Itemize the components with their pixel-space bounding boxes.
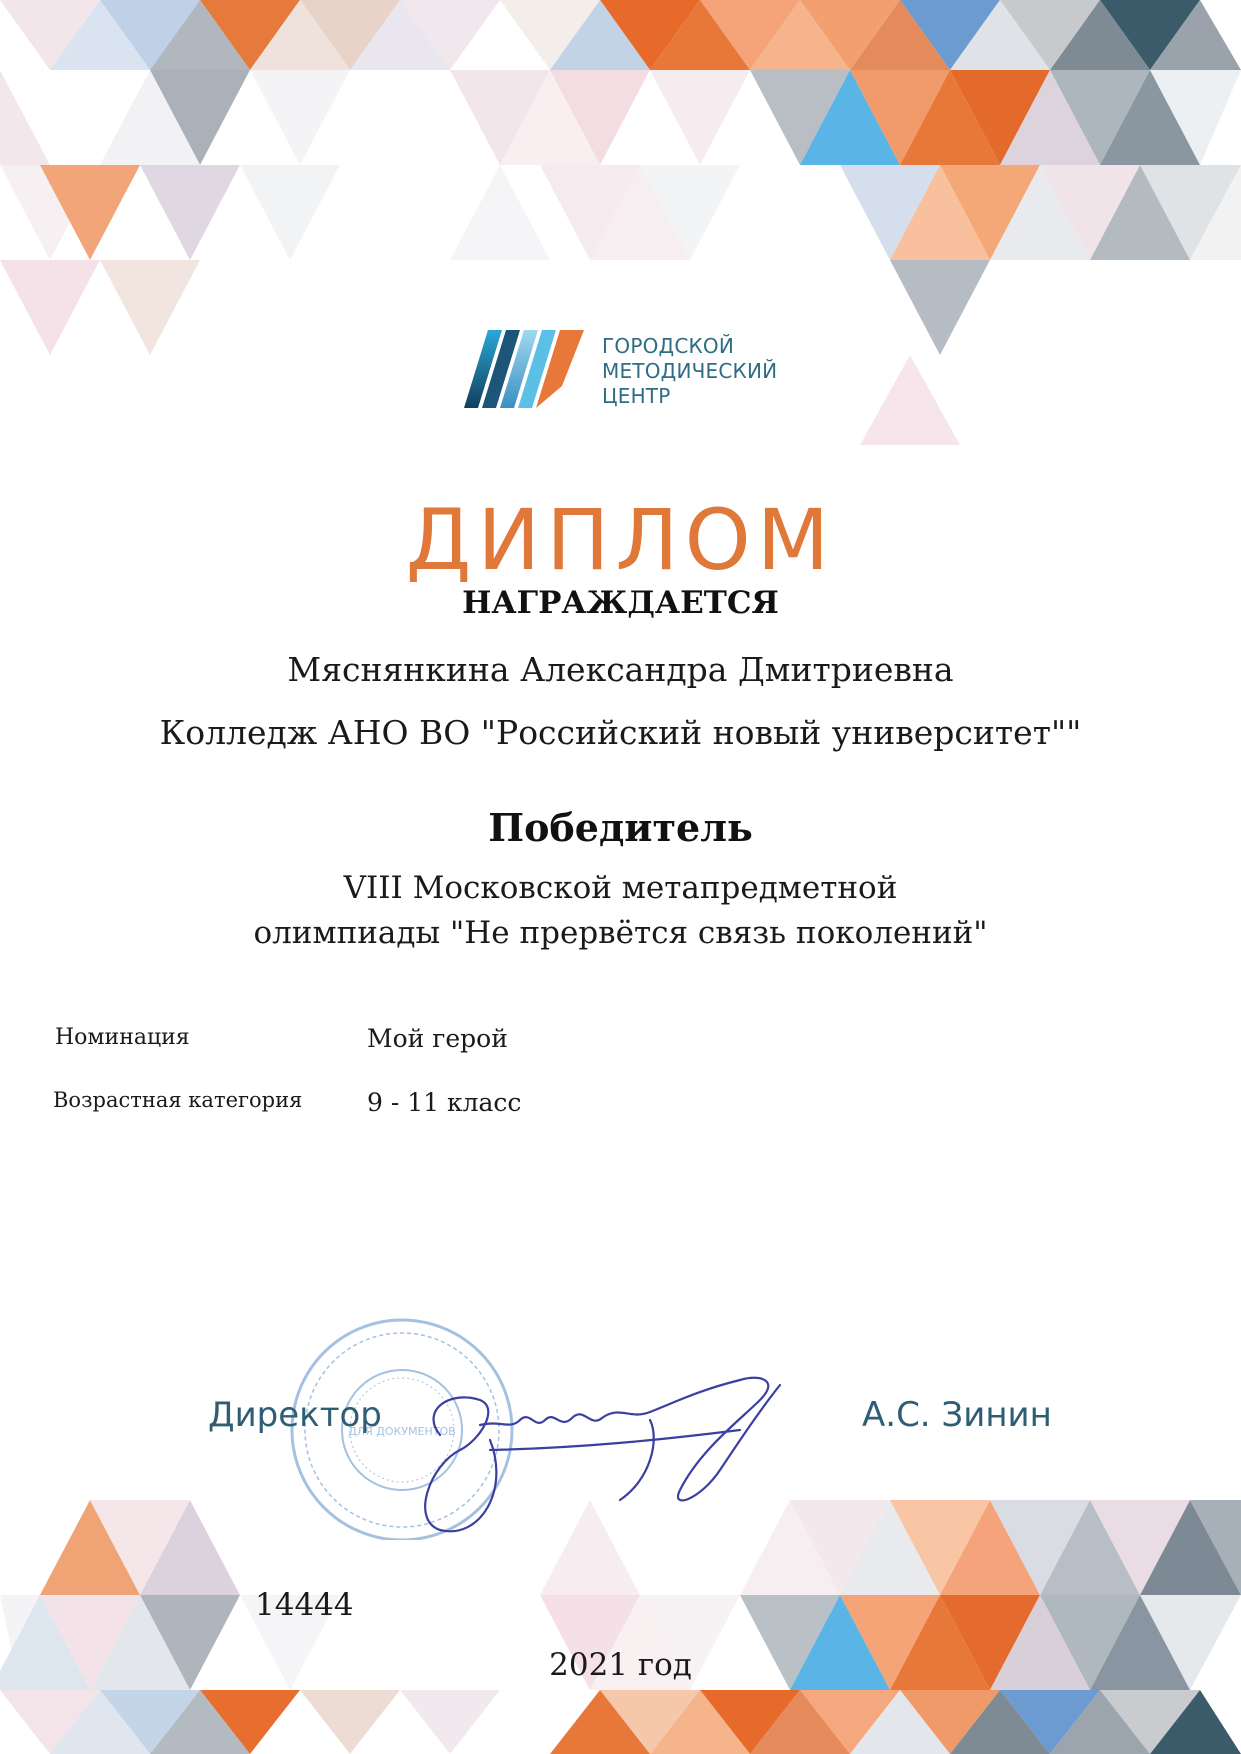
logo-line1: ГОРОДСКОЙ <box>602 334 735 358</box>
event-line-1: VIII Московской метапредметной <box>343 870 898 906</box>
logo-text <box>602 334 777 409</box>
age-category-label: Возрастная категория <box>53 1088 303 1112</box>
logo <box>462 326 792 416</box>
stamp-center-text: ДЛЯ ДОКУМЕНТОВ <box>348 1425 456 1438</box>
diploma-year: 2021 год <box>549 1647 692 1683</box>
recipient-name: Мяснянкина Александра Дмитриевна <box>287 650 954 689</box>
logo-mark-icon <box>462 326 592 410</box>
awarded-label: НАГРАЖДАЕТСЯ <box>462 585 779 621</box>
logo-line3: ЦЕНТР <box>602 384 671 408</box>
signatory-role: Директор <box>208 1395 382 1435</box>
nomination-value: Мой герой <box>367 1024 508 1053</box>
diploma-title: ДИПЛОМ <box>405 491 836 589</box>
recipient-organization: Колледж АНО ВО "Российский новый университет"" <box>159 713 1082 752</box>
signatory-name: А.С. Зинин <box>862 1395 1052 1435</box>
award-place: Победитель <box>488 805 753 850</box>
event-line-2: олимпиады "Не прервётся связь поколений" <box>253 915 988 951</box>
age-category-value: 9 - 11 класс <box>367 1088 522 1117</box>
logo-line2: МЕТОДИЧЕСКИЙ <box>602 359 778 383</box>
diploma-number: 14444 <box>255 1587 354 1623</box>
nomination-label: Номинация <box>55 1025 190 1050</box>
